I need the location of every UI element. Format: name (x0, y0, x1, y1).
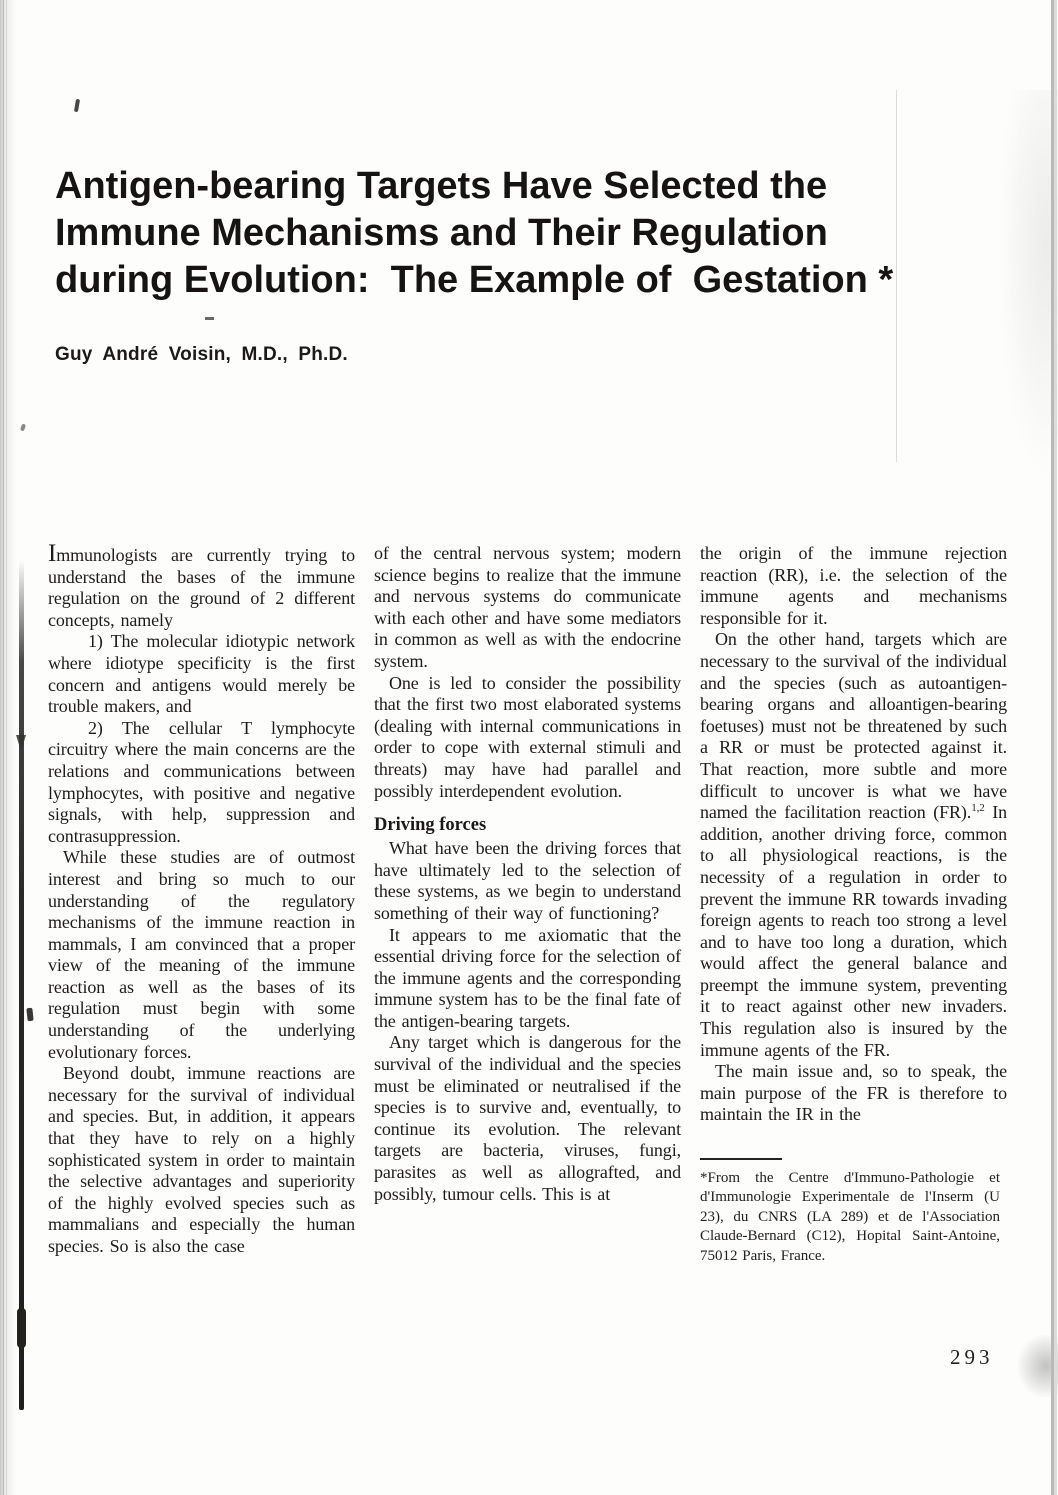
column-2 (374, 543, 681, 1266)
scan-ink-mark-artifact (16, 735, 26, 751)
paragraph (700, 629, 1007, 1061)
article-title-line-3: during Evolution: The Example of Gestation * (55, 259, 894, 301)
footnote-rule (700, 1158, 782, 1160)
scan-speck-artifact (20, 424, 26, 432)
paragraph-text: In addition, another driving force, common to all physiological reactions, is the necessity of a regulation in order to prevent the immune RR towards invading foreign agents to reach too strong a level and to have too long a duration, which would affect the general balance and preempt the immune system, preventing it to react against other new invaders. This regulation also is insured by the immune agents of the FR. (700, 802, 1007, 1060)
author-line: Guy André Voisin, M.D., Ph.D. (55, 344, 348, 365)
paragraph: 2) The cellular T lymphocyte circuitry where the main concerns are the relations and communications between lymphocytes, with positive and negative signals, with help, suppression and contrasuppression. (48, 717, 355, 846)
section-heading-driving-forces: Driving forces (374, 815, 487, 836)
scan-speck-artifact (74, 99, 80, 112)
paragraph-text: On the other hand, targets which are necessary to the survival of the individual and the species (such as autoantigen-bearing organs and alloantigen-bearing foetuses) must not be threatened by such a RR or must be protected against it. That reaction, more subtle and more difficult to uncover is what we have named the facilitation reaction (FR). (700, 629, 1007, 823)
scan-speck-artifact (26, 1008, 33, 1022)
footnote-text: *From the Centre d'Immuno-Pathologie et d'Immunologie Experimentale de l'Inserm (U 23), du CNRS (LA 289) et de l'Association Claude-Bernard (C12), Hopital Saint-Antoine, 75012 Paris, France. (700, 1170, 1000, 1264)
article-title-line-2: Immune Mechanisms and Their Regulation (55, 212, 828, 254)
paragraph: While these studies are of outmost interest and bring so much to our understanding of the regulatory mechanisms of the immune reaction in mammals, I am convinced that a proper view of the meaning of the immune reaction as well as the bases of its regulation must begin with some understanding of the underlying evolutionary forces. (48, 847, 355, 1062)
scan-ink-blob-artifact (17, 1308, 26, 1348)
paragraph: Immunologists are currently trying to understand the bases of the immune regulation on the ground of 2 different concepts, namely (48, 540, 355, 630)
scan-fold-line-artifact (896, 90, 897, 462)
article-title-line-1: Antigen-bearing Targets Have Selected the (55, 165, 828, 207)
article-title (55, 163, 893, 304)
paragraph: of the central nervous system; modern science begins to realize that the immune and nervous systems do communicate with each other and have some mediators in common as well as with the endocrine system. (374, 543, 681, 671)
paragraph: the origin of the immune rejection reaction (RR), i.e. the selection of the immune agents and mechanisms responsible for it. (700, 543, 1007, 628)
paragraph: Beyond doubt, immune reactions are necessary for the survival of individual and species. But, in addition, it appears that they have to rely on a highly sophisticated system in order to maintain the selective advantages and superiority of the highly evolved species such as mammalians and especially the human species. So is also the case (48, 1063, 355, 1256)
scan-left-edge-artifact (0, 0, 16, 1495)
scan-right-edge-artifact (1051, 0, 1054, 1495)
article-body (48, 540, 1008, 1266)
column-1 (48, 540, 355, 1266)
paragraph: It appears to me axiomatic that the essential driving force for the selection of the immune agents and the corresponding immune system has to be the final fate of the antigen-bearing targets. (374, 924, 681, 1031)
column-3 (700, 543, 1007, 1266)
reference-superscript: 1,2 (971, 802, 985, 815)
paragraph: What have been the driving forces that have ultimately led to the selection of these systems, as we begin to understand something of their way of functioning? (374, 838, 681, 923)
scan-binding-line-artifact (19, 560, 24, 1410)
scan-dash-artifact (205, 317, 214, 320)
page-number: 293 (950, 1345, 994, 1369)
paragraph: Any target which is dangerous for the survival of the individual and the species must be eliminated or neutralised if the species is to survive and, eventually, to continue its evolution. The relevant targets are bacteria, viruses, fungi, parasites as well as allografted, and possibly, tumour cells. This is at (374, 1032, 681, 1204)
paragraph: 1) The molecular idiotypic network where idiotype specificity is the first concern and antigens would merely be trouble makers, and (48, 631, 355, 717)
footnote (700, 1158, 1000, 1266)
paragraph: The main issue and, so to speak, the main purpose of the FR is therefore to maintain the IR in the (700, 1061, 1007, 1125)
paragraph: One is led to consider the possibility that the first two most elaborated systems (dealing with internal communications in order to cope with external stimuli and threats) may have had parallel and possibly interdependent evolution. (374, 672, 681, 801)
scan-blotch-artifact (998, 90, 1058, 480)
